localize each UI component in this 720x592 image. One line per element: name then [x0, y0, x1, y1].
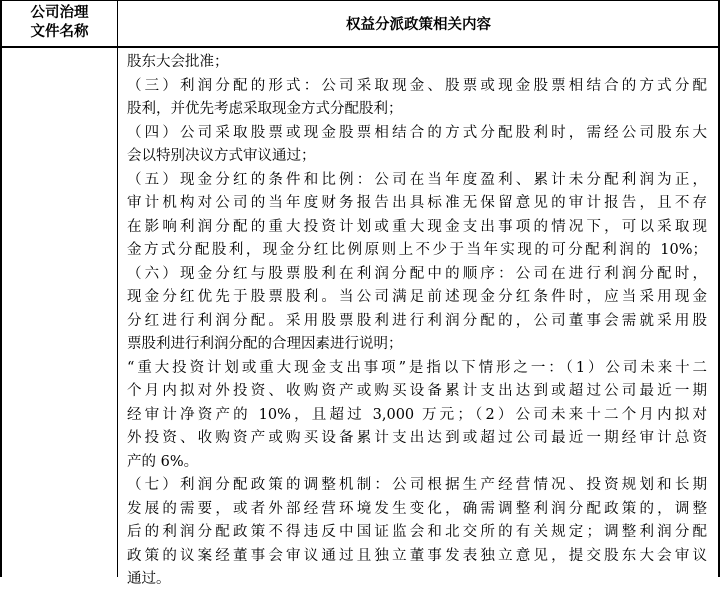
content-line: 现金分红优先于股票股利。当公司满足前述现金分红条件时，应当采用现金 — [127, 289, 707, 305]
content-line: 发展的需要，或者外部经营环境发生变化，确需调整利润分配政策的，调整 — [127, 500, 707, 517]
header-right-label: 权益分派政策相关内容 — [346, 16, 491, 33]
content-line: 会以特别决议方式审议通过； — [127, 148, 316, 164]
content-line: 个月内拟对外投资、收购资产或购买设备累计支出达到或超过公司最近一期 — [127, 383, 707, 399]
content-line: （五）现金分红的条件和比例：公司在当年度盈利、累计未分配利润为正， — [127, 171, 707, 188]
content-line: 股东大会批准； — [127, 54, 229, 70]
content-line: 产的 6%。 — [127, 453, 199, 470]
content-line: 审计机构对公司的当年度财务报告出具标准无保留意见的审计报告，且不存 — [127, 195, 707, 211]
content-line: 股利，并优先考虑采取现金方式分配股利； — [127, 101, 403, 117]
content-line: 后的利润分配政策不得违反中国证监会和北交所的有关规定；调整利润分配 — [127, 524, 707, 540]
policy-content-cell — [127, 51, 707, 592]
content-line: “重大投资计划或重大现金支出事项”是指以下情形之一：（1）公司未来十二 — [127, 359, 707, 376]
content-line: 金方式分配股利，现金分红比例原则上不少于当年实现的可分配利润的 10%； — [127, 242, 707, 258]
content-line: （七）利润分配政策的调整机制：公司根据生产经营情况、投资规划和长期 — [127, 477, 707, 493]
header-left-line2: 文件名称 — [30, 24, 89, 40]
content-line: （三）利润分配的形式：公司采取现金、股票或现金股票相结合的方式分配 — [127, 77, 707, 94]
table-right-border — [718, 0, 720, 577]
header-policy-content — [118, 0, 719, 46]
header-bottom-border — [0, 46, 720, 48]
content-line: （四）公司采取股票或现金股票相结合的方式分配股利时，需经公司股东大 — [127, 124, 707, 141]
content-line: 外投资、收购资产或购买设备累计支出达到或超过公司最近一期经审计总资 — [127, 430, 707, 446]
table-left-border — [0, 0, 2, 577]
content-line: 经审计净资产的 10%，且超过 3,000 万元；（2）公司未来十二个月内拟对 — [127, 406, 707, 423]
content-line: （六）现金分红与股票股利在利润分配中的顺序：公司在进行利润分配时， — [127, 265, 707, 282]
content-line: 分红进行利润分配。采用股票股利进行利润分配的，公司董事会需就采用股 — [127, 312, 707, 329]
column-divider — [117, 0, 118, 577]
header-document-name — [2, 0, 117, 46]
header-left-line1: 公司治理 — [30, 5, 89, 21]
content-line: 通过。 — [127, 571, 171, 587]
content-line: 政策的议案经董事会审议通过且独立董事发表独立意见，提交股东大会审议 — [127, 547, 707, 564]
content-line: 在影响利润分配的重大投资计划或重大现金支出事项的情况下，可以采取现 — [127, 218, 707, 235]
content-line: 票股利进行利润分配的合理因素进行说明； — [127, 336, 403, 352]
